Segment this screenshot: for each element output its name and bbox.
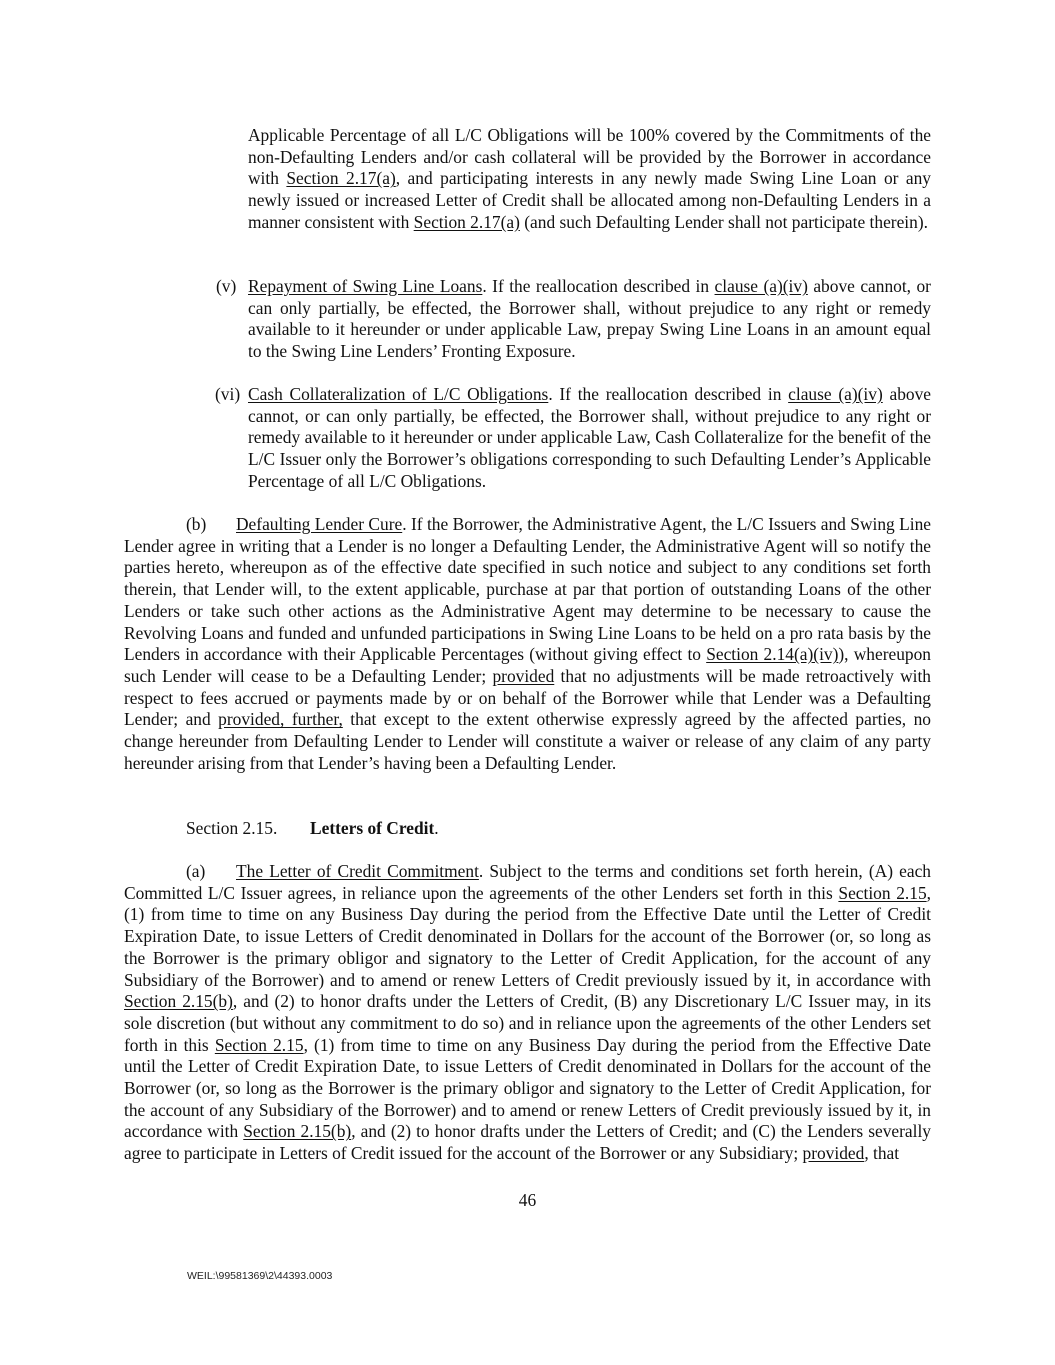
text-run: , and participating interests in any newly made Swing Line Loan or any newly issued or increased Letter of Credit shall be allocated among non-Defaulting Lenders in a manner consistent with bbox=[248, 168, 932, 232]
section-heading bbox=[186, 818, 439, 840]
text-run: . If the reallocation described in bbox=[482, 276, 715, 296]
section-ref: Section 2.17(a) bbox=[286, 168, 396, 189]
text-run: , and (2) to honor drafts under the Letters of Credit; and (C) the Lenders severally agree to participate in Letters of Credit issued for the account of the Borrower or any Subsidiary; bbox=[124, 1121, 931, 1164]
paragraph-a bbox=[124, 861, 931, 1165]
text-run: , and (2) to honor drafts under the Letters of Credit, (B) any Discretionary L/C Issuer may, in its sole discretion (but without any commitment to do so) and in reliance upon the agreements of the other Lenders set forth in this bbox=[124, 991, 931, 1055]
clause-ref: clause (a)(iv) bbox=[788, 384, 883, 404]
section-title-period: . bbox=[434, 818, 439, 838]
clause-title: Repayment of Swing Line Loans bbox=[248, 276, 483, 296]
section-ref: Section 2.15(b) bbox=[124, 991, 233, 1012]
section-ref: Section 2.15 bbox=[838, 882, 927, 903]
clause-v bbox=[216, 276, 931, 363]
clause-number: (vi) bbox=[215, 384, 241, 404]
clause-number: (v) bbox=[216, 276, 237, 296]
text-run: (and such Defaulting Lender shall not participate therein). bbox=[519, 211, 928, 232]
text-run: . Subject to the terms and conditions set forth herein, (A) each Committed L/C Issuer agrees, in reliance upon the agreements of the other Lenders set forth in this bbox=[124, 861, 931, 903]
section-ref: Section 2.17(a) bbox=[413, 211, 520, 232]
provided-term: provided bbox=[492, 665, 555, 686]
paragraph-label: (a) bbox=[186, 861, 206, 881]
section-ref: Section 2.15(b) bbox=[243, 1121, 352, 1142]
text-run: ), whereupon such Lender will cease to be a Defaulting Lender; bbox=[124, 644, 931, 686]
text-run: above cannot, or can only partially, be effected, the Borrower shall, without prejudice to any right or remedy available to it hereunder or under applicable Law, prepay Swing Line Loans in an amount equal to the Swing Line Lenders’ Fronting Exposure. bbox=[248, 276, 931, 362]
clause-vi bbox=[215, 384, 932, 493]
section-ref: Section 2.14(a)(iv) bbox=[706, 644, 839, 665]
provided-term: provided bbox=[802, 1143, 865, 1164]
clause-title: Cash Collateralization of L/C Obligations bbox=[248, 384, 549, 404]
provided-further-term: provided, further, bbox=[218, 709, 343, 730]
section-number: Section 2.15. bbox=[186, 818, 278, 838]
text-run: , (1) from time to time on any Business Day during the period from the Effective Date until the Letter of Credit Expiration Date, to issue Letters of Credit denominated in Dollars for the account of the Borrower (or, so long as the Borrower is the primary obligor and signatory to the Letter of Credit Application, for the account of any Subsidiary of the Borrower) and to amend or renew Letters of Credit previously issued by it, in accordance with bbox=[124, 1034, 931, 1142]
paragraph-b bbox=[124, 514, 931, 774]
document-footer-id: WEIL:\99581369\2\44393.0003 bbox=[187, 1270, 333, 1282]
text-run: . If the reallocation described in bbox=[548, 384, 789, 404]
section-ref: Section 2.15 bbox=[214, 1034, 304, 1055]
text-run: , (1) from time to time on any Business Day during the period from the Effective Date until the Letter of Credit Expiration Date, to issue Letters of Credit denominated in Dollars for the account of the Borrower (or, so long as the Borrower is the primary obligor and signatory to the Letter of Credit Application, for the account of any Subsidiary of the Borrower) and to amend or renew Letters of Credit previously issued by it, in accordance with bbox=[124, 882, 931, 990]
text-run: above cannot, or can only partially, be effected, the Borrower shall, without prejudice to any right or remedy available to it hereunder or under applicable Law, Cash Collateralize for the benefit of the L/C Issuer only the Borrower’s obligations corresponding to such Defaulting Lender’s Applicable Percentage of all L/C Obligations. bbox=[248, 384, 932, 491]
text-run: that except to the extent otherwise expressly agreed by the affected parties, no change hereunder from Defaulting Lender to Lender will constitute a waiver or release of any claim of any party hereunder arising from that Lender’s having been a Defaulting Lender. bbox=[124, 709, 931, 773]
clause-ref: clause (a)(iv) bbox=[714, 276, 808, 296]
text-run: that no adjustments will be made retroactively with respect to fees accrued or payments made by or on behalf of the Borrower while that Lender was a Defaulting Lender; and bbox=[124, 665, 931, 730]
continuation-paragraph bbox=[248, 125, 931, 234]
text-run: Applicable Percentage of all L/C Obligations will be 100% covered by the Commitments of the non-Defaulting Lenders and/or cash collateral will be provided by the Borrower in accordance with bbox=[248, 125, 931, 189]
section-title: Letters of Credit bbox=[310, 818, 435, 838]
paragraph-title: Defaulting Lender Cure bbox=[236, 514, 403, 534]
text-run: , that bbox=[864, 1143, 900, 1164]
paragraph-title: The Letter of Credit Commitment bbox=[236, 861, 479, 881]
text-run: . If the Borrower, the Administrative Agent, the L/C Issuers and Swing Line Lender agree in writing that a Lender is no longer a Defaulting Lender, the Administrative Agent will so notify the parties hereto, whereupon as of the effective date specified in such notice and subject to any conditions set forth therein, that Lender will, to the extent applicable, purchase at par that portion of outstanding Loans of the other Lenders or take such other actions as the Administrative Agent may determine to be necessary to cause the Revolving Loans and funded and unfunded participations in Swing Line Loans to be held on a pro rata basis by the Lenders in accordance with their Applicable Percentages (without giving effect to bbox=[124, 514, 931, 665]
paragraph-label: (b) bbox=[186, 514, 207, 534]
page-number: 46 bbox=[518, 1190, 537, 1210]
